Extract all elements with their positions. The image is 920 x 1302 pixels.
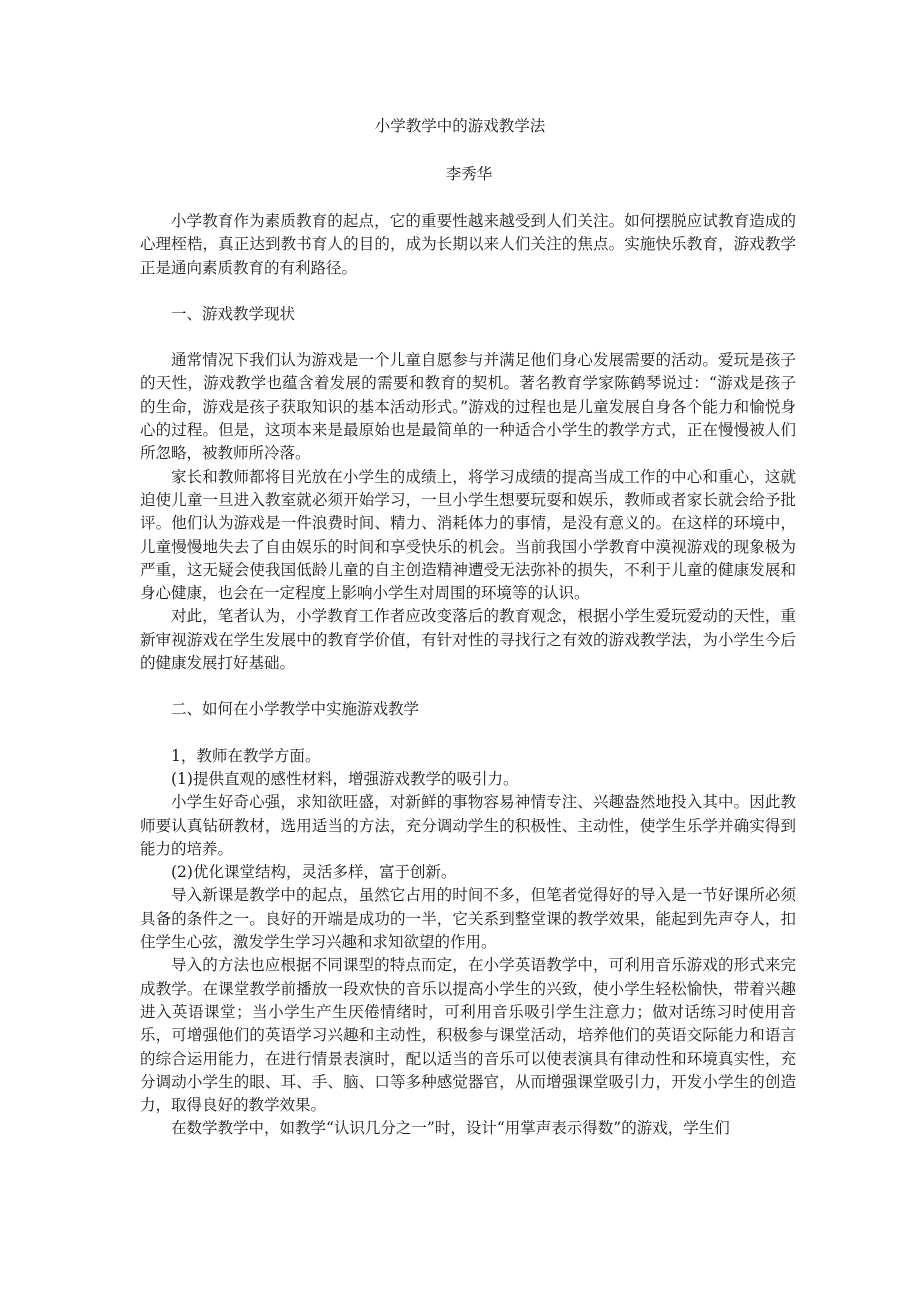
section-2-paragraph: 导入的方法也应根据不同课型的特点而定，在小学英语教学中，可利用音乐游戏的形式来完成教学。在课堂教学前播放一段欢快的音乐以提高小学生的兴致，使小学生轻松愉快，带着兴趣进入英语课堂；当小学生产生厌倦情绪时，可利用音乐吸引学生注意力；做对话练习时使用音乐，可增强他们的英语学习兴趣和主动性，积极参与课堂活动，培养他们的英语交际能力和语言的综合运用能力，在进行情景表演时，配以适当的音乐可以使表演具有律动性和环境真实性，充分调动小学生的眼、耳、手、脑、口等多种感觉器官，从而增强课堂吸引力，开发小学生的创造力，取得良好的教学效果。 <box>140 956 796 1115</box>
section-2-paragraph: 导入新课是教学中的起点，虽然它占用的时间不多，但笔者觉得好的导入是一节好课所必须具备的条件之一。良好的开端是成功的一半，它关系到整堂课的教学效果，能起到先声夺人，扣住学生心弦，激发学生学习兴趣和求知欲望的作用。 <box>140 886 796 952</box>
spacer <box>140 280 796 303</box>
section-1-heading: 一、游戏教学现状 <box>171 304 296 323</box>
section-2-heading: 二、如何在小学教学中实施游戏教学 <box>171 700 420 719</box>
section-2-paragraph: (1)提供直观的感性材料，增强游戏教学的吸引力。 <box>171 769 519 788</box>
spacer <box>140 675 796 698</box>
spacer <box>140 326 796 349</box>
section-2-paragraph: 1，教师在教学方面。 <box>171 746 321 765</box>
section-2-paragraph: 在数学教学中，如教学“认识几分之一”时，设计“用掌声表示得数”的游戏，学生们 <box>171 1119 730 1138</box>
section-1-paragraph: 对此，笔者认为，小学教育工作者应改变落后的教育观念，根据小学生爱玩爱动的天性，重新审视游戏在学生发展中的教育学价值，有针对性的寻找行之有效的游戏教学法，为小学生今后的健康发展打好基础。 <box>140 607 796 673</box>
intro-paragraph: 小学教育作为素质教育的起点，它的重要性越来越受到人们关注。如何摆脱应试教育造成的心理桎梏，真正达到教书育人的目的，成为长期以来人们关注的焦点。实施快乐教育，游戏教学正是通向素质教育的有利路径。 <box>140 212 796 277</box>
section-1-paragraph: 家长和教师都将目光放在小学生的成绩上，将学习成绩的提高当成工作的中心和重心，这就迫使儿童一旦进入教室就必须开始学习，一旦小学生想要玩耍和娱乐，教师或者家长就会给予批评。他们认为游戏是一件浪费时间、精力、消耗体力的事情，是没有意义的。在这样的环境中，儿童慢慢地失去了自由娱乐的时间和享受快乐的机会。当前我国小学教育中漠视游戏的现象极为严重，这无疑会使我国低龄儿童的自主创造精神遭受无法弥补的损失，不利于儿童的健康发展和身心健康，也会在一定程度上影响小学生对周围的环境等的认识。 <box>140 467 796 603</box>
document-author: 李秀华 <box>445 165 493 183</box>
document-title: 小学教学中的游戏教学法 <box>374 117 546 135</box>
spacer <box>140 722 796 745</box>
section-2-paragraph: 小学生好奇心强，求知欲旺盛，对新鲜的事物容易神情专注、兴趣盎然地投入其中。因此教师要认真钻研教材，选用适当的方法，充分调动学生的积极性、主动性，使学生乐学并确实得到能力的培养。 <box>140 793 796 858</box>
document-body <box>140 210 796 1141</box>
section-2-paragraph: (2)优化课堂结构，灵活多样，富于创新。 <box>171 863 457 882</box>
section-1-paragraph: 通常情况下我们认为游戏是一个儿童自愿参与并满足他们身心发展需要的活动。爱玩是孩子的天性，游戏教学也蕴含着发展的需要和教育的契机。著名教育学家陈鹤琴说过：“游戏是孩子的生命，游戏是孩子获取知识的基本活动形式。”游戏的过程也是儿童发展自身各个能力和愉悦身心的过程。但是，这项本来是最原始也是最简单的一种适合小学生的教学方式，正在慢慢被人们所忽略，被教师所冷落。 <box>140 351 796 463</box>
